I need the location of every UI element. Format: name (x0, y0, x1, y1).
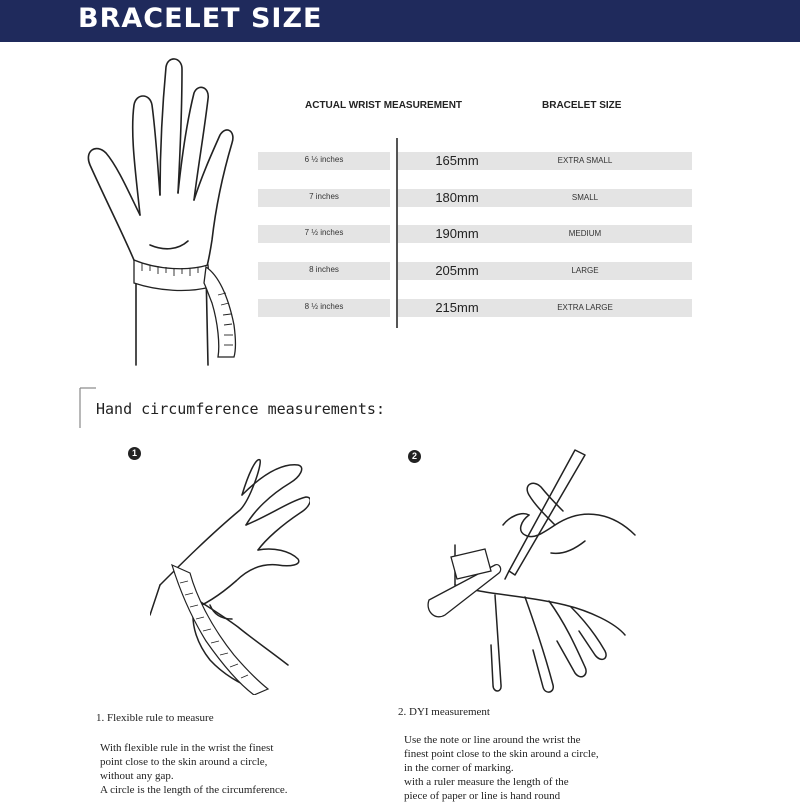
table-row (0, 225, 800, 243)
step-1-text (100, 741, 288, 797)
row-size: LARGE (571, 266, 599, 275)
hand-with-tape-illustration (78, 55, 268, 375)
page-title: BRACELET SIZE (78, 3, 323, 34)
section-corner-mark (70, 382, 96, 428)
col-header-wrist: ACTUAL WRIST MEASUREMENT (305, 100, 463, 111)
row-mm: 180mm (435, 190, 479, 205)
row-size: MEDIUM (568, 229, 602, 238)
row-mm: 190mm (435, 226, 479, 241)
step-2-number: 2 (408, 450, 421, 463)
step-2-line: with a ruler measure the length of the (404, 776, 569, 788)
header-banner (0, 0, 800, 42)
step-1-title: 1. Flexible rule to measure (96, 712, 214, 724)
table-row (0, 189, 800, 207)
step-2-text (404, 733, 599, 803)
row-mm: 205mm (435, 263, 479, 278)
row-size: EXTRA SMALL (557, 156, 613, 165)
row-inches: 7 inches (309, 192, 339, 201)
step-2-line: finest point close to the skin around a circle, (404, 748, 599, 760)
row-inches: 8 ½ inches (304, 302, 344, 311)
row-inches: 6 ½ inches (304, 155, 344, 164)
step-1-line: With flexible rule in the wrist the finest (100, 742, 274, 754)
row-inches: 8 inches (309, 265, 339, 274)
row-mm: 215mm (435, 300, 479, 315)
step-1-line: point close to the skin around a circle, (100, 756, 268, 768)
row-size: EXTRA LARGE (557, 303, 613, 312)
flexible-rule-illustration (150, 455, 310, 695)
section-title: Hand circumference measurements: (96, 400, 385, 418)
step-2-title: 2. DYI measurement (398, 706, 490, 718)
row-size: SMALL (571, 193, 599, 202)
step-2-line: in the corner of marking. (404, 762, 514, 774)
row-mm: 165mm (435, 153, 479, 168)
table-row (0, 299, 800, 317)
col-header-size: BRACELET SIZE (542, 100, 622, 111)
step-1-line: A circle is the length of the circumference. (100, 784, 288, 796)
step-2-line: Use the note or line around the wrist the (404, 734, 581, 746)
table-row (0, 152, 800, 170)
row-inches: 7 ½ inches (304, 228, 344, 237)
step-1-line: without any gap. (100, 770, 174, 782)
diy-measurement-illustration (425, 445, 640, 695)
step-1-number: 1 (128, 447, 141, 460)
step-2-line: piece of paper or line is hand round (404, 790, 561, 802)
table-row (0, 262, 800, 280)
